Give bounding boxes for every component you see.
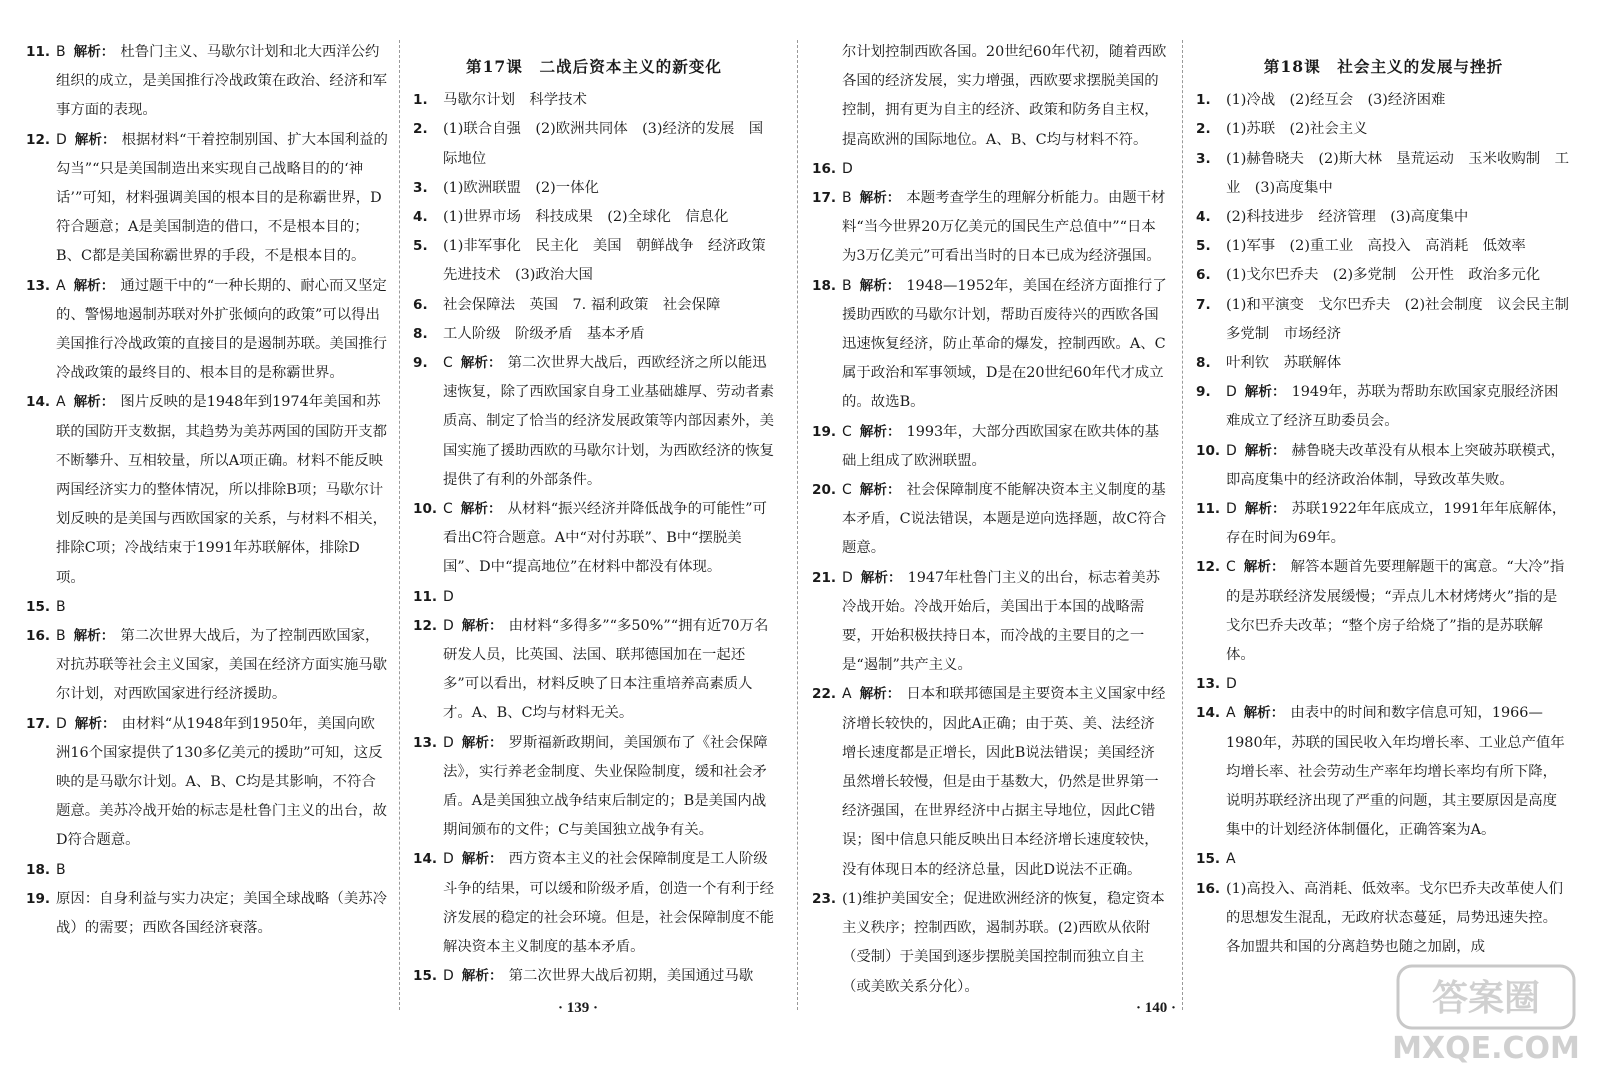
item-number: 4. — [413, 209, 428, 226]
answer-item — [812, 272, 1168, 418]
answer-item — [26, 622, 388, 710]
answer-item — [413, 729, 775, 846]
answer-text: 第二次世界大战后，为了控制西欧国家，对抗苏联等社会主义国家，美国在经济方面实施马歇尔计划，对西欧国家进行经济援助。 — [56, 628, 387, 703]
answer-text: (1)高投入、高消耗、低效率。戈尔巴乔夫改革使人们的思想发生混乱，无政府状态蔓延，局势迅速失控。各加盟共和国的分离趋势也随之加剧，成 — [1226, 880, 1563, 956]
item-number: 13. — [1196, 676, 1221, 693]
answer-text: 杜鲁门主义、马歇尔计划和北大西洋公约组织的成立，是美国推行冷战政策在政治、经济和军事方面的表现。 — [56, 44, 387, 119]
item-number: 8. — [413, 325, 428, 342]
answer-text: (1)世界市场 科技成果 (2)全球化 信息化 — [443, 209, 729, 226]
item-number: 2. — [1196, 121, 1211, 138]
answer-text: (1)和平演变 戈尔巴乔夫 (2)社会制度 议会民主制 多党制 市场经济 — [1226, 296, 1584, 342]
answer-letter: C — [842, 482, 852, 499]
answer-letter: D — [1226, 384, 1237, 401]
answer-letter: D — [443, 617, 454, 634]
answer-item — [413, 203, 775, 232]
analysis-label: 解析： — [74, 131, 116, 148]
answer-text: 赫鲁晓夫改革没有从根本上突破苏联模式，即高度集中的经济政治体制，导致改革失败。 — [1226, 442, 1565, 488]
answer-text: (1)赫鲁晓夫 (2)斯大林 垦荒运动 玉米收购制 工业 (3)高度集中 — [1226, 150, 1569, 196]
answer-text: 根据材料“干着控制别国、扩大本国利益的勾当”“只是美国制造出来实现自己战略目的的‘神话’”可知，材料强调美国的根本目的是称霸世界，D符合题意；A是美国制造的借口，不是根本目的；B、C都是美国称霸世界的手段，不是根本目的。 — [56, 131, 388, 265]
item-number: 5. — [413, 238, 428, 255]
answer-letter: B — [56, 628, 66, 645]
answer-item — [812, 418, 1168, 476]
answer-letter: A — [56, 394, 66, 411]
analysis-label: 解析： — [859, 190, 901, 207]
item-number: 5. — [1196, 238, 1211, 255]
answer-item — [812, 184, 1168, 272]
answer-text: 解答本题首先要理解题干的寓意。“大冷”指的是苏联经济发展缓慢；“弄点儿木材烤烤火”指的是戈尔巴乔夫改革；“整个房子给烧了”指的是苏联解体。 — [1226, 559, 1565, 664]
page-number-right: · 140 · — [1136, 1000, 1177, 1016]
item-number: 3. — [1196, 150, 1211, 167]
item-number: 11. — [1196, 501, 1221, 518]
item-number: 19. — [812, 423, 837, 440]
answer-text: 由表中的时间和数字信息可知，1966—1980年，苏联的国民收入年均增长率、工业总产值年均增长率、社会劳动生产率年均增长率均有所下降，说明苏联经济出现了严重的问题，其主要原因是高度集中的计划经济体制僵化，正确答案为A。 — [1226, 705, 1565, 839]
answer-text: (1)维护美国安全；促进欧洲经济的恢复，稳定资本主义秩序；控制西欧，遏制苏联。(2)西欧从依附（受制）于美国到逐步摆脱美国控制而独立自主（或美欧关系分化）。 — [842, 890, 1165, 995]
item-number: 6. — [1196, 267, 1211, 284]
page-number-left: · 139 · — [558, 1000, 599, 1016]
answer-item — [1196, 86, 1571, 115]
item-number: 11. — [413, 588, 438, 605]
column-divider — [1182, 40, 1183, 1010]
item-number: 15. — [1196, 851, 1221, 868]
answer-item — [1196, 670, 1571, 699]
answer-text: 1993年，大部分西欧国家在欧共体的基础上组成了欧洲联盟。 — [842, 423, 1160, 469]
answer-item — [26, 710, 388, 856]
answer-text: 社会保障制度不能解决资本主义制度的基本矛盾，C说法错误，本题是逆向选择题，故C符合题意。 — [842, 482, 1167, 557]
answer-text: 从材料“振兴经济并降低战争的可能性”可看出C符合题意。A中“对付苏联”、B中“摆脱美国”、D中“提高地位”在材料中都没有体现。 — [443, 501, 767, 576]
analysis-label: 解析： — [460, 355, 502, 372]
item-number: 10. — [1196, 442, 1221, 459]
answer-letter: D — [1226, 501, 1237, 518]
analysis-label: 解析： — [859, 423, 901, 440]
answer-text: 图片反映的是1948年到1974年美国和苏联的国防开支数据，其趋势为美苏两国的国防开支都不断攀升、互相较量，所以A项正确。材料不能反映两国经济实力的整体情况，所以排除B项；马歇尔计划反映的是美国与西欧国家的关系，与材料不相关，排除C项；冷战结束于1991年苏联解体，排除D项。 — [56, 394, 387, 586]
answer-text: 日本和联邦德国是主要资本主义国家中经济增长较快的，因此A正确；由于英、美、法经济增长速度都是正增长，因此B说法错误；美国经济虽然增长较慢，但是由于基数大，仍然是世界第一经济强国，在世界经济中占据主导地位，因此C错误；图中信息只能反映出日本经济增长速度较快，没有体现日本的经济总量，因此D说法不正确。 — [842, 686, 1166, 878]
answer-item — [413, 583, 775, 612]
item-number: 15. — [413, 968, 438, 985]
answer-letter: D — [443, 851, 454, 868]
answer-letter: C — [1226, 559, 1236, 576]
analysis-label: 解析： — [461, 617, 503, 634]
answer-item — [1196, 349, 1571, 378]
analysis-label: 解析： — [1243, 559, 1285, 576]
analysis-label: 解析： — [73, 277, 115, 294]
answer-letter: D — [56, 131, 67, 148]
answer-item — [413, 495, 775, 583]
item-number: 16. — [1196, 880, 1221, 897]
lesson-title: 第17课 二战后资本主义的新变化 — [465, 57, 722, 76]
answer-text: 第二次世界大战后，西欧经济之所以能迅速恢复，除了西欧国家自身工业基础雄厚、劳动者素质高、制定了恰当的经济发展政策等内部因素外，美国实施了援助西欧的马歇尔计划，为西欧经济的恢复提供了有利的外部条件。 — [443, 355, 774, 488]
answer-text: 第二次世界大战后初期，美国通过马歇 — [508, 968, 754, 985]
answer-text: 罗斯福新政期间，美国颁布了《社会保障法》，实行养老金制度、失业保险制度，缓和社会矛盾。A是美国独立战争结束后制定的；B是美国内战期间颁布的文件；C与美国独立战争有关。 — [443, 734, 768, 839]
analysis-label: 解析： — [461, 734, 503, 751]
answer-text: 社会保障法 英国 7. 福利政策 社会保障 — [443, 296, 721, 313]
answer-item — [413, 349, 775, 495]
answer-item — [1196, 875, 1571, 963]
answer-item — [26, 272, 388, 389]
answer-letter: B — [56, 44, 66, 60]
answer-item — [812, 680, 1168, 884]
answer-text: 1949年，苏联为帮助东欧国家克服经济困难成立了经济互助委员会。 — [1226, 384, 1559, 430]
item-number: 21. — [812, 569, 837, 586]
answer-item — [413, 115, 775, 173]
answer-item — [413, 320, 775, 349]
answer-item — [26, 856, 388, 885]
item-number: 11. — [26, 44, 51, 60]
item-number: 12. — [413, 617, 438, 634]
answer-item — [812, 476, 1168, 564]
answer-item — [413, 612, 775, 729]
answer-item — [1196, 232, 1571, 261]
answer-letter: D — [56, 715, 67, 732]
item-number: 18. — [26, 861, 51, 878]
analysis-label: 解析： — [73, 44, 115, 60]
answer-item — [812, 885, 1168, 1002]
item-number: 1. — [413, 92, 428, 109]
item-number: 13. — [26, 277, 51, 294]
answer-letter: A — [56, 277, 66, 294]
answer-item — [26, 885, 388, 943]
item-number: 3. — [413, 179, 428, 196]
answer-letter: D — [1226, 442, 1237, 459]
watermark-text-top: 答案圈 — [1431, 978, 1541, 1019]
answer-item — [413, 845, 775, 962]
answer-item — [1196, 437, 1571, 495]
item-number: 23. — [812, 890, 837, 907]
answer-letter: D — [842, 569, 853, 586]
answer-letter: D — [443, 588, 454, 605]
item-number: 10. — [413, 501, 438, 518]
answer-item — [1196, 845, 1571, 874]
answer-item — [26, 593, 388, 622]
answer-text: 由材料“多得多”“多50%”“拥有近70万名研发人员，比英国、法国、联邦德国加在一起还多”可以看出，材料反映了日本注重培养高素质人才。A、B、C均与材料无关。 — [443, 617, 769, 722]
item-number: 17. — [26, 715, 51, 732]
analysis-label: 解析： — [1243, 705, 1285, 722]
answer-letter: B — [56, 861, 66, 878]
answer-item — [1196, 203, 1571, 232]
item-number: 8. — [1196, 355, 1211, 372]
answer-text: 通过题干中的“一种长期的、耐心而又坚定的、警惕地遏制苏联对外扩张倾向的政策”可以得出美国推行冷战政策的直接目的是遏制苏联。美国推行冷战政策的最终目的、根本目的是称霸世界。 — [56, 277, 387, 382]
answer-text: 马歇尔计划 科学技术 — [443, 92, 587, 109]
answer-item — [26, 38, 388, 126]
answer-letter: B — [842, 190, 852, 207]
answer-text: 西方资本主义的社会保障制度是工人阶级斗争的结果，可以缓和阶级矛盾，创造一个有利于经济发展的稳定的社会环境。但是，社会保障制度不能解决资本主义制度的基本矛盾。 — [443, 851, 774, 956]
answer-item — [26, 126, 388, 272]
answer-item — [1196, 553, 1571, 670]
item-number: 12. — [1196, 559, 1221, 576]
item-number: 15. — [26, 598, 51, 615]
answer-letter: B — [842, 277, 852, 294]
analysis-label: 解析： — [461, 968, 503, 985]
answer-item — [812, 38, 1168, 155]
answer-text: (1)冷战 (2)经互会 (3)经济困难 — [1226, 92, 1446, 109]
analysis-label: 解析： — [1244, 442, 1286, 459]
column-divider — [797, 40, 798, 1010]
item-number: 12. — [26, 131, 51, 148]
answer-item — [413, 86, 775, 115]
answer-letter: B — [56, 598, 66, 615]
answer-letter: D — [842, 160, 853, 177]
item-number: 2. — [413, 121, 428, 138]
column-3 — [812, 38, 1168, 1002]
answer-item — [26, 388, 388, 592]
item-number: 6. — [413, 296, 428, 313]
watermark-text-bottom: MXQE.COM — [1392, 1031, 1580, 1066]
item-number: 22. — [812, 686, 837, 703]
answer-item — [1196, 495, 1571, 553]
answer-text: (1)联合自强 (2)欧洲共同体 (3)经济的发展 国际地位 — [443, 121, 764, 167]
answer-text: 本题考查学生的理解分析能力。由题干材料“当今世界20万亿美元的国民生产总值中”“日本为3万亿美元”可看出当时的日本已成为经济强国。 — [842, 190, 1166, 265]
answer-text: 叶利钦 苏联解体 — [1226, 355, 1342, 372]
item-number: 18. — [812, 277, 837, 294]
answer-letter: C — [443, 355, 453, 372]
item-number: 16. — [26, 628, 51, 645]
answer-text: 由材料“从1948年到1950年，美国向欧洲16个国家提供了130多亿美元的援助”可知，这反映的是马歇尔计划。A、B、C均是其影响，不符合题意。美苏冷战开始的标志是杜鲁门主义的出台，故D符合题意。 — [56, 715, 387, 849]
column-2 — [413, 38, 780, 992]
answer-item — [812, 155, 1168, 184]
item-number: 16. — [812, 160, 837, 177]
answer-letter: D — [443, 734, 454, 751]
analysis-label: 解析： — [1244, 384, 1286, 401]
answer-letter: A — [1226, 705, 1236, 722]
answer-item — [1196, 378, 1571, 436]
answer-item — [413, 291, 775, 320]
analysis-label: 解析： — [73, 628, 115, 645]
answer-text: (1)戈尔巴乔夫 (2)多党制 公开性 政治多元化 — [1226, 267, 1541, 284]
item-number: 1. — [1196, 92, 1211, 109]
answer-item — [413, 962, 775, 991]
answer-letter: A — [1226, 851, 1236, 868]
answer-text: 尔计划控制西欧各国。20世纪60年代初，随着西欧各国的经济发展，实力增强，西欧要求摆脱美国的控制，拥有更为自主的经济、政策和防务自主权，提高欧洲的国际地位。A、B、C均与材料不符。 — [842, 44, 1167, 148]
answer-text: 苏联1922年年底成立，1991年年底解体，存在时间为69年。 — [1226, 501, 1567, 547]
item-number: 7. — [1196, 296, 1211, 313]
item-number: 4. — [1196, 209, 1211, 226]
analysis-label: 解析： — [73, 394, 115, 411]
item-number: 14. — [1196, 705, 1221, 722]
answer-letter: C — [443, 501, 453, 518]
answer-item — [1196, 291, 1584, 349]
answer-text: (1)军事 (2)重工业 高投入 高消耗 低效率 — [1226, 238, 1526, 255]
answer-item — [1196, 145, 1571, 203]
answer-text: 工人阶级 阶级矛盾 基本矛盾 — [443, 325, 645, 342]
lesson-title: 第18课 社会主义的发展与挫折 — [1263, 57, 1504, 76]
analysis-label: 解析： — [1244, 501, 1286, 518]
answer-item — [1196, 261, 1571, 290]
answer-item — [1196, 699, 1571, 845]
item-number: 9. — [413, 355, 428, 372]
answer-text: 1947年杜鲁门主义的出台，标志着美苏冷战开始。冷战开始后，美国出于本国的战略需要，开始积极扶持日本，而冷战的主要目的之一是“遏制”共产主义。 — [842, 569, 1161, 674]
item-number: 20. — [812, 482, 837, 499]
answer-letter: A — [842, 686, 852, 703]
item-number: 14. — [413, 851, 438, 868]
answer-item — [413, 232, 780, 290]
analysis-label: 解析： — [461, 851, 503, 868]
answer-text: (2)科技进步 经济管理 (3)高度集中 — [1226, 209, 1469, 226]
analysis-label: 解析： — [460, 501, 502, 518]
answer-letter: C — [842, 423, 852, 440]
analysis-label: 解析： — [859, 277, 901, 294]
column-4 — [1196, 38, 1584, 962]
watermark-logo — [1380, 960, 1585, 1066]
column-1 — [26, 38, 388, 943]
item-number: 17. — [812, 190, 837, 207]
answer-item — [413, 174, 775, 203]
answer-text: (1)苏联 (2)社会主义 — [1226, 121, 1368, 138]
item-number: 19. — [26, 890, 51, 907]
answer-text: (1)非军事化 民主化 美国 朝鲜战争 经济政策 先进技术 (3)政治大国 — [443, 238, 780, 284]
answer-text: (1)欧洲联盟 (2)一体化 — [443, 179, 599, 196]
analysis-label: 解析： — [859, 686, 901, 703]
item-number: 9. — [1196, 384, 1211, 401]
answer-item — [1196, 115, 1571, 144]
answer-text: 原因：自身利益与实力决定；美国全球战略（美苏冷战）的需要；西欧各国经济衰落。 — [56, 890, 387, 937]
analysis-label: 解析： — [859, 482, 901, 499]
analysis-label: 解析： — [860, 569, 902, 586]
column-divider — [399, 40, 400, 1010]
answer-letter: D — [1226, 676, 1237, 693]
answer-text: 1948—1952年，美国在经济方面推行了援助西欧的马歇尔计划，帮助百废待兴的西欧各国迅速恢复经济，防止革命的爆发，控制西欧。A、C属于政治和军事领域，D是在20世纪60年代才成立的。故选B。 — [842, 277, 1167, 411]
item-number: 13. — [413, 734, 438, 751]
item-number: 14. — [26, 394, 51, 411]
analysis-label: 解析： — [74, 715, 116, 732]
answer-item — [812, 564, 1168, 681]
answer-letter: D — [443, 968, 454, 985]
